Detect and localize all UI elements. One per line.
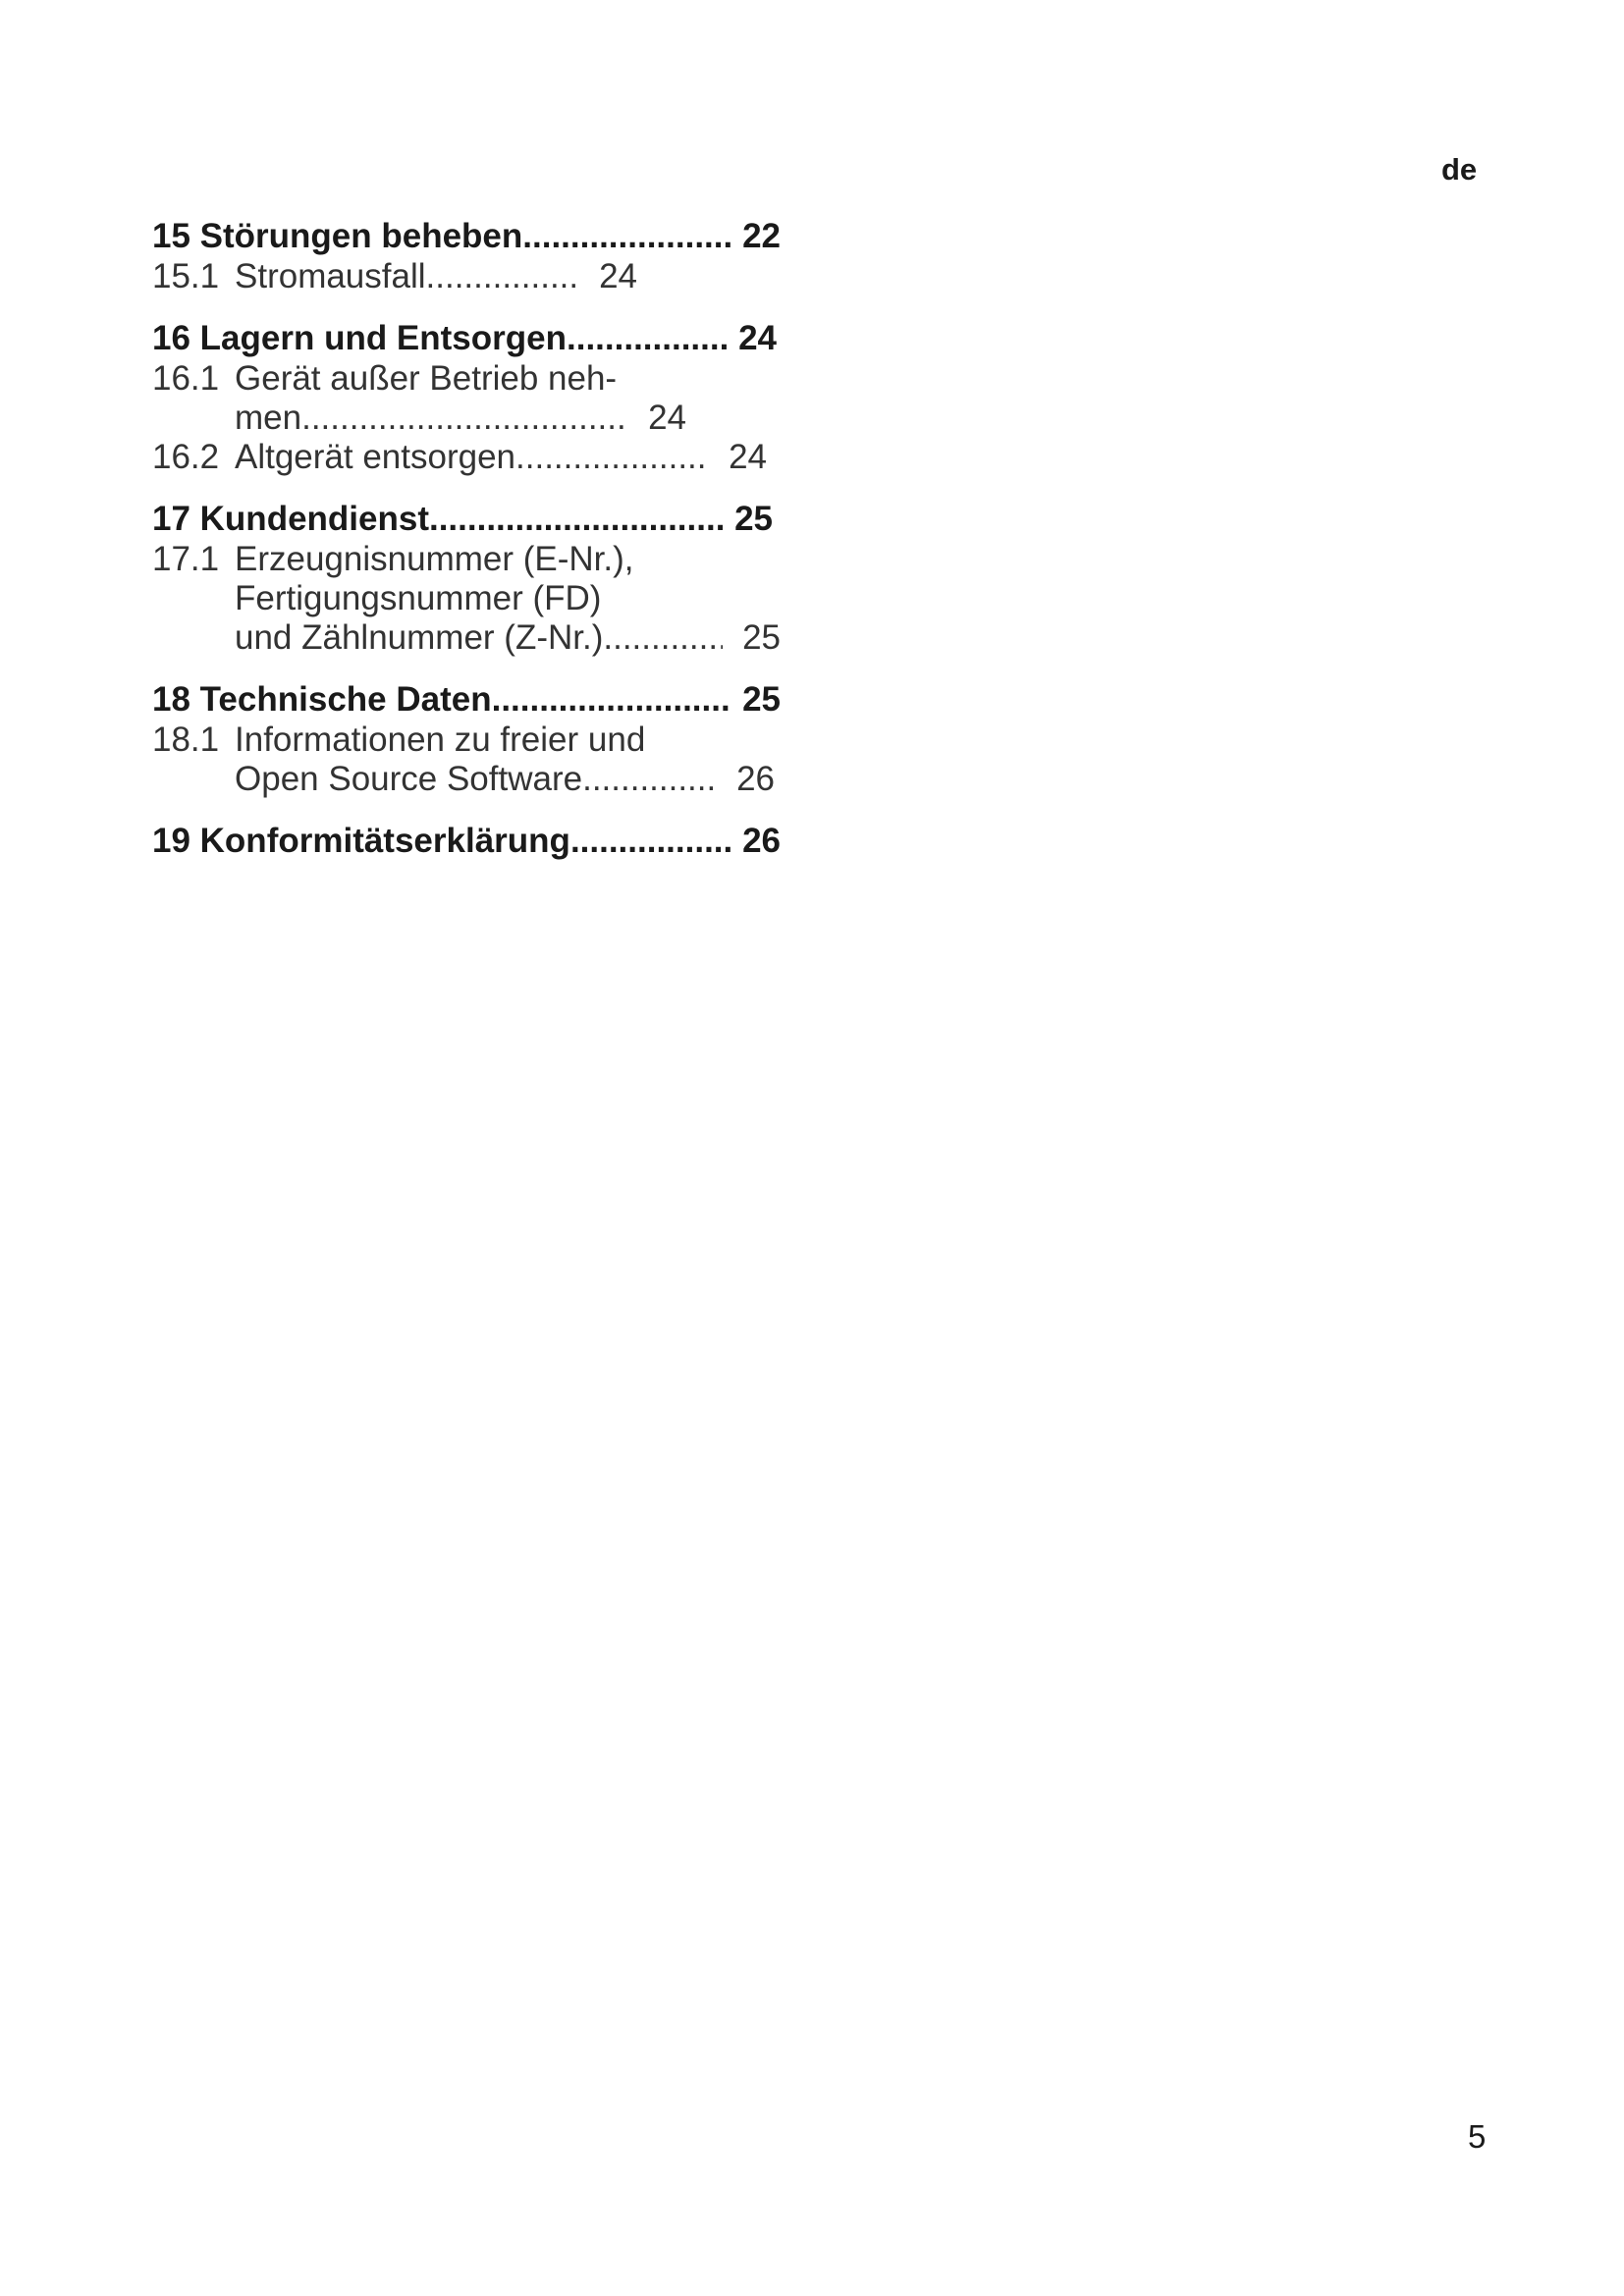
toc-chapter bbox=[152, 216, 781, 296]
chapter-title: 17 Kundendienst bbox=[152, 500, 429, 538]
entry-number: 16.2 bbox=[152, 438, 220, 476]
chapter-title: 15 Störungen beheben bbox=[152, 217, 523, 255]
toc-chapter bbox=[152, 499, 781, 658]
entry-page-number: 26 bbox=[736, 760, 775, 798]
entry-title-continued: und Zählnummer (Z-Nr.) bbox=[235, 618, 604, 657]
entry-page-number: 24 bbox=[648, 399, 686, 437]
dot-leader bbox=[492, 679, 731, 721]
dot-leader bbox=[570, 821, 731, 862]
entry-title: Erzeugnisnummer (E-Nr.), bbox=[235, 540, 634, 578]
toc-chapter bbox=[152, 679, 781, 799]
entry-page-number: 25 bbox=[742, 618, 781, 657]
toc-chapter bbox=[152, 821, 781, 862]
entry-page-number: 24 bbox=[729, 438, 767, 476]
toc-chapter-heading[interactable] bbox=[152, 821, 781, 862]
entry-title: Altgerät entsorgen bbox=[235, 438, 516, 476]
toc-entry[interactable] bbox=[152, 438, 781, 477]
entry-title-continued: Fertigungsnummer (FD) bbox=[235, 579, 602, 617]
toc-chapter-heading[interactable] bbox=[152, 318, 777, 359]
entry-title: Stromausfall bbox=[235, 257, 426, 295]
language-tag: de bbox=[1441, 152, 1478, 187]
toc-chapter-heading[interactable] bbox=[152, 679, 781, 721]
dot-leader bbox=[582, 760, 717, 799]
page-number: 5 bbox=[1468, 2118, 1487, 2155]
dot-leader bbox=[301, 399, 628, 438]
toc-chapter-heading[interactable] bbox=[152, 499, 773, 540]
chapter-page-number: 22 bbox=[742, 217, 781, 255]
dot-leader bbox=[515, 438, 709, 477]
table-of-contents bbox=[152, 216, 781, 883]
entry-page-number: 24 bbox=[599, 257, 637, 295]
chapter-page-number: 26 bbox=[742, 822, 781, 860]
entry-number: 17.1 bbox=[152, 540, 220, 578]
chapter-title: 16 Lagern und Entsorgen bbox=[152, 319, 567, 357]
dot-leader bbox=[567, 318, 727, 359]
toc-entry[interactable] bbox=[152, 540, 781, 658]
entry-title-continued: Open Source Software bbox=[235, 760, 583, 798]
toc-chapter bbox=[152, 318, 781, 477]
entry-number: 16.1 bbox=[152, 359, 220, 398]
entry-title: Gerät außer Betrieb neh- bbox=[235, 359, 618, 398]
entry-number: 18.1 bbox=[152, 721, 220, 759]
toc-entry[interactable] bbox=[152, 721, 781, 799]
dot-leader bbox=[429, 499, 723, 540]
chapter-title: 19 Konformitätserklärung bbox=[152, 822, 570, 860]
dot-leader bbox=[603, 618, 723, 658]
chapter-page-number: 25 bbox=[742, 680, 781, 719]
dot-leader bbox=[522, 216, 731, 257]
toc-entry[interactable] bbox=[152, 359, 781, 438]
toc-entry[interactable] bbox=[152, 257, 781, 296]
toc-chapter-heading[interactable] bbox=[152, 216, 781, 257]
chapter-page-number: 24 bbox=[738, 319, 777, 357]
entry-title: Informationen zu freier und bbox=[235, 721, 646, 759]
entry-number: 15.1 bbox=[152, 257, 220, 295]
entry-title-continued: men bbox=[235, 399, 302, 437]
chapter-page-number: 25 bbox=[734, 500, 773, 538]
chapter-title: 18 Technische Daten bbox=[152, 680, 492, 719]
dot-leader bbox=[426, 257, 580, 296]
